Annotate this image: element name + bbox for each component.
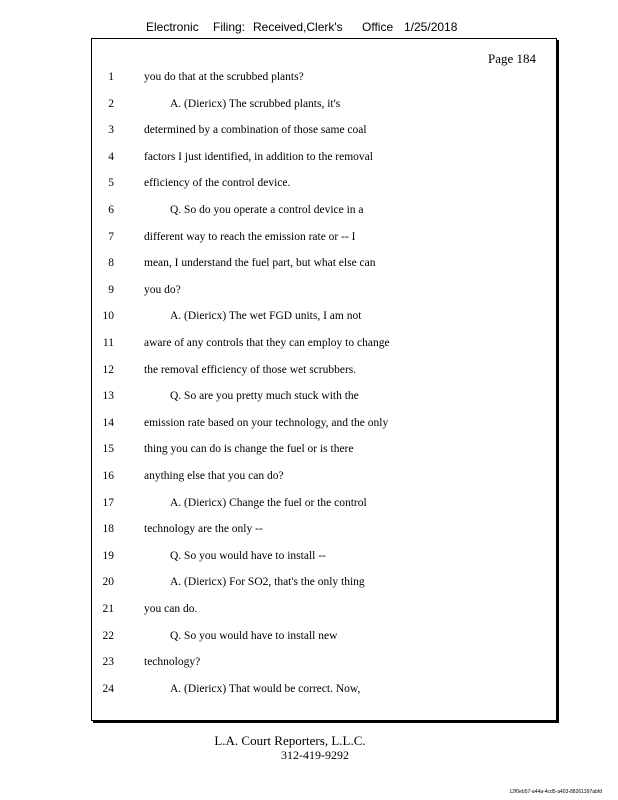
- line-text: emission rate based on your technology, and the only: [144, 416, 389, 429]
- line-number: 21: [102, 603, 114, 615]
- transcript-line: [92, 151, 532, 167]
- line-number: 6: [108, 204, 114, 216]
- filing-header-word-office: Office: [362, 20, 394, 34]
- transcript-line: [92, 576, 532, 592]
- line-number: 22: [102, 629, 114, 642]
- transcript-line: [92, 497, 532, 513]
- transcript-line: [92, 630, 532, 646]
- line-text: technology are the only --: [144, 523, 263, 536]
- filing-header-date: 1/25/2018: [404, 20, 458, 34]
- page-number: Page 184: [487, 51, 536, 66]
- line-number: 19: [102, 549, 114, 562]
- line-number: 9: [108, 283, 114, 296]
- line-text: technology?: [144, 656, 201, 669]
- transcript-line: [92, 310, 532, 326]
- line-number: 13: [102, 390, 114, 403]
- line-text: A. (Diericx) That would be correct. Now,: [170, 682, 361, 695]
- transcript-line: [92, 550, 532, 566]
- transcript-line: [92, 124, 532, 140]
- line-text: Q. So do you operate a control device in a: [170, 204, 364, 216]
- line-text: you can do.: [144, 603, 198, 615]
- line-number: 16: [102, 470, 114, 482]
- filing-header-word-received: Received,Clerk's: [253, 20, 343, 34]
- line-number: 18: [102, 523, 114, 536]
- line-text: Q. So are you pretty much stuck with the: [170, 390, 359, 403]
- line-number: 4: [108, 150, 114, 163]
- line-text: A. (Diericx) The scrubbed plants, it's: [170, 97, 341, 110]
- line-text: thing you can do is change the fuel or is there: [144, 443, 354, 456]
- transcript-line: [92, 337, 532, 353]
- line-number: 20: [102, 576, 114, 589]
- line-text: aware of any controls that they can employ to change: [144, 337, 390, 349]
- transcript-line: [92, 284, 532, 300]
- line-text: anything else that you can do?: [144, 470, 284, 482]
- line-text: A. (Diericx) Change the fuel or the control: [170, 496, 367, 509]
- transcript-line: [92, 603, 532, 619]
- transcript-line: [92, 656, 532, 672]
- line-number: 23: [102, 656, 114, 669]
- line-number: 3: [108, 124, 114, 137]
- transcript-line: [92, 231, 532, 247]
- filing-header-word-electronic: Electronic: [146, 20, 199, 34]
- line-number: 8: [108, 257, 114, 270]
- line-text: A. (Diericx) For SO2, that's the only thing: [170, 576, 365, 589]
- transcript-line: [92, 98, 532, 114]
- transcript-line: [92, 683, 532, 699]
- transcript-line: [92, 390, 532, 406]
- line-number: 10: [102, 310, 114, 323]
- line-text: you do that at the scrubbed plants?: [144, 71, 304, 83]
- transcript-line: [92, 364, 532, 380]
- line-number: 2: [108, 97, 114, 110]
- line-text: the removal efficiency of those wet scrubbers.: [144, 363, 357, 376]
- line-number: 15: [102, 443, 114, 456]
- court-reporter-name: L.A. Court Reporters, L.L.C.: [214, 733, 366, 748]
- court-reporter-phone: 312-419-9292: [281, 748, 349, 762]
- line-number: 5: [108, 177, 114, 190]
- line-number: 24: [102, 682, 114, 695]
- line-text: mean, I understand the fuel part, but what else can: [144, 257, 376, 270]
- line-text: factors I just identified, in addition to the removal: [144, 150, 373, 163]
- line-number: 7: [108, 230, 114, 243]
- filing-header-word-filing: Filing:: [213, 20, 246, 34]
- document-id: 12f0eb57-a44a-4cd5-a403-88261397abfd: [509, 789, 602, 795]
- line-text: determined by a combination of those same coal: [144, 124, 367, 137]
- transcript-line: [92, 71, 532, 87]
- transcript-line: [92, 417, 532, 433]
- line-number: 12: [102, 363, 114, 376]
- transcript-line: [92, 204, 532, 220]
- transcript-line: [92, 443, 532, 459]
- line-text: Q. So you would have to install new: [170, 629, 338, 642]
- transcript-line: [92, 177, 532, 193]
- line-text: different way to reach the emission rate or -- I: [144, 230, 356, 243]
- transcript-line: [92, 470, 532, 486]
- line-text: efficiency of the control device.: [144, 177, 291, 190]
- transcript-page: [91, 38, 557, 721]
- line-text: Q. So you would have to install --: [170, 549, 326, 562]
- line-number: 14: [102, 416, 114, 429]
- line-number: 1: [108, 71, 114, 83]
- transcript-line: [92, 523, 532, 539]
- line-text: A. (Diericx) The wet FGD units, I am not: [170, 310, 362, 323]
- line-text: you do?: [144, 283, 181, 296]
- transcript-line: [92, 257, 532, 273]
- line-number: 11: [102, 337, 114, 349]
- line-number: 17: [102, 496, 114, 509]
